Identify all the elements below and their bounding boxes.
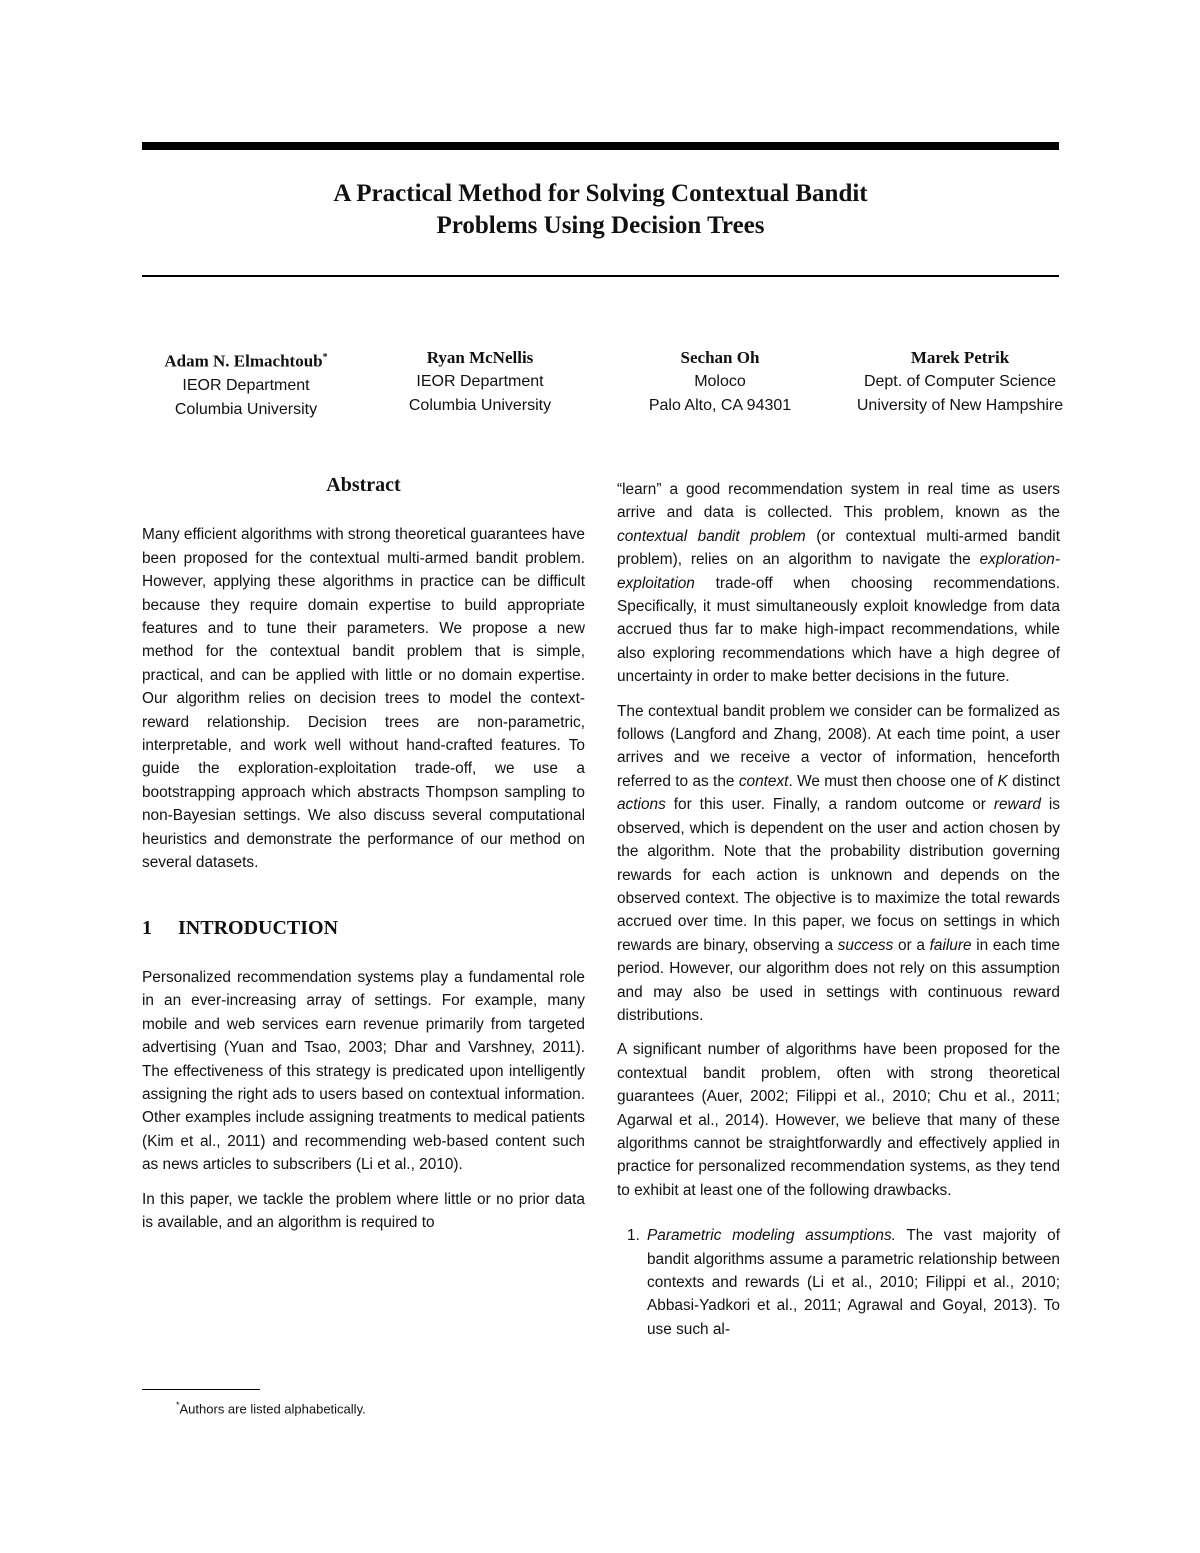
- author-dept: IEOR Department: [416, 373, 544, 390]
- term-reward: reward: [993, 796, 1041, 814]
- author-4: [830, 346, 1090, 418]
- term-success: success: [837, 936, 894, 954]
- section-title: INTRODUCTION: [178, 916, 339, 939]
- author-dept: Moloco: [694, 373, 746, 390]
- section-number: 1: [142, 916, 152, 939]
- top-rule: [142, 142, 1059, 150]
- list-item: [617, 1224, 1060, 1341]
- footnote: [142, 1389, 585, 1418]
- section-heading: [142, 917, 585, 940]
- footnote-text: Authors are listed alphabetically.: [179, 1401, 366, 1417]
- right-paragraph-2: The contextual bandit problem we consider can be formalized as follows (Langford and Zhang, 2008). At each time point, a user arrives and we receive a vector of information, henceforth referred to as the context. We must then choose one of K distinct actions for this user. Finally, a random outcome or reward is observed, which is dependent on the user and action chosen by the algorithm. Note that the probability distribution governing rewards for each action is unknown and depends on the observed context. The objective is to maximize the total rewards accrued over time. In this paper, we focus on settings in which rewards are binary, observing a success or a failure in each time period. However, our algorithm does not rely on this assumption and may also be used in settings with continuous reward distributions.: [617, 702, 1060, 1024]
- footnote-rule: [142, 1389, 260, 1390]
- author-1: [116, 346, 376, 422]
- author-name: Sechan Oh: [680, 348, 760, 367]
- author-name: Marek Petrik: [910, 348, 1010, 367]
- right-column: [617, 478, 1060, 1341]
- abstract-heading: Abstract: [326, 474, 401, 496]
- title-rule: [142, 275, 1059, 277]
- footnote-mark: *: [176, 1400, 180, 1410]
- var-k: K: [997, 772, 1008, 790]
- right-paragraph-3: A significant number of algorithms have been proposed for the contextual bandit problem, often with strong theoretical guarantees (Auer, 2002; Filippi et al., 2010; Chu et al., 2011; Agarwal et al., 2014). However, we believe that many of these algorithms cannot be straightforwardly and effectively applied in practice for personalized recommendation systems, as they tend to exhibit at least one of the following drawbacks.: [617, 1041, 1060, 1199]
- author-inst: Palo Alto, CA 94301: [648, 397, 792, 414]
- term-exploration-exploitation: exploration-exploitation: [617, 551, 1060, 592]
- intro-paragraph-1: Personalized recommendation systems play a fundamental role in an ever-increasing array of settings. For example, many mobile and web services earn revenue primarily from targeted advertising (Yuan and Tsao, 2003; Dhar and Varshney, 2011). The effectiveness of this strategy is predicated upon intelligently assigning the right ads to users based on contextual information. Other examples include assigning treatments to medical patients (Kim et al., 2011) and recommending web-based content such as news articles to subscribers (Li et al., 2010).: [142, 968, 585, 1174]
- list-item-title: Parametric modeling assumptions.: [647, 1227, 896, 1245]
- author-inst: University of New Hampshire: [856, 397, 1064, 414]
- title-line-1: A Practical Method for Solving Contextual Bandit: [333, 180, 868, 207]
- list-item-number: 1.: [627, 1227, 640, 1245]
- term-actions: actions: [617, 796, 666, 814]
- term-failure: failure: [929, 936, 972, 954]
- right-paragraph-1: “learn” a good recommendation system in real time as users arrive and data is collected. This problem, known as the contextual bandit problem (or contextual multi-armed bandit problem), relies on an algorithm to navigate the exploration-exploitation trade-off when choosing recommendations. Specifically, it must simultaneously exploit knowledge from data accrued thus far to make high-impact recommendations, while also exploring recommendations which have a high degree of uncertainty in order to make better decisions in the future.: [617, 481, 1060, 686]
- author-inst: Columbia University: [174, 400, 318, 418]
- author-dept: Dept. of Computer Science: [863, 373, 1057, 390]
- abstract-body: Many efficient algorithms with strong theoretical guarantees have been proposed for the contextual multi-armed bandit problem. However, applying these algorithms in practice can be difficult because they require domain expertise to build appropriate features and to tune their parameters. We propose a new method for the contextual bandit problem that is simple, practical, and can be applied with little or no domain expertise. Our algorithm relies on decision trees to model the context-reward relationship. Decision trees are non-parametric, interpretable, and work well without hand-crafted features. To guide the exploration-exploitation trade-off, we use a bootstrapping approach which abstracts Thompson sampling to non-Bayesian settings. We also discuss several computational heuristics and demonstrate the performance of our method on several datasets.: [142, 526, 585, 872]
- author-name: Ryan McNellis: [426, 348, 534, 367]
- author-dept: IEOR Department: [182, 376, 310, 394]
- author-name: Adam N. Elmachtoub: [164, 351, 323, 371]
- author-2: [350, 346, 610, 418]
- author-inst: Columbia University: [408, 397, 552, 414]
- intro-paragraph-2: In this paper, we tackle the problem where little or no prior data is available, and an algorithm is required to: [142, 1190, 585, 1231]
- paper-title: [142, 178, 1059, 242]
- list-item-text: The vast majority of bandit algorithms assume a parametric relationship between contexts and rewards (Li et al., 2010; Filippi et al., 2010; Abbasi-Yadkori et al., 2011; Agrawal and Goyal, 2013). To use such al-: [647, 1227, 1060, 1338]
- left-column: [142, 474, 585, 1234]
- author-footnote-mark: *: [322, 352, 328, 363]
- title-line-2: Problems Using Decision Trees: [436, 212, 765, 239]
- term-context: context: [738, 772, 789, 790]
- term-contextual-bandit: contextual bandit problem: [617, 527, 806, 545]
- author-3: [590, 346, 850, 418]
